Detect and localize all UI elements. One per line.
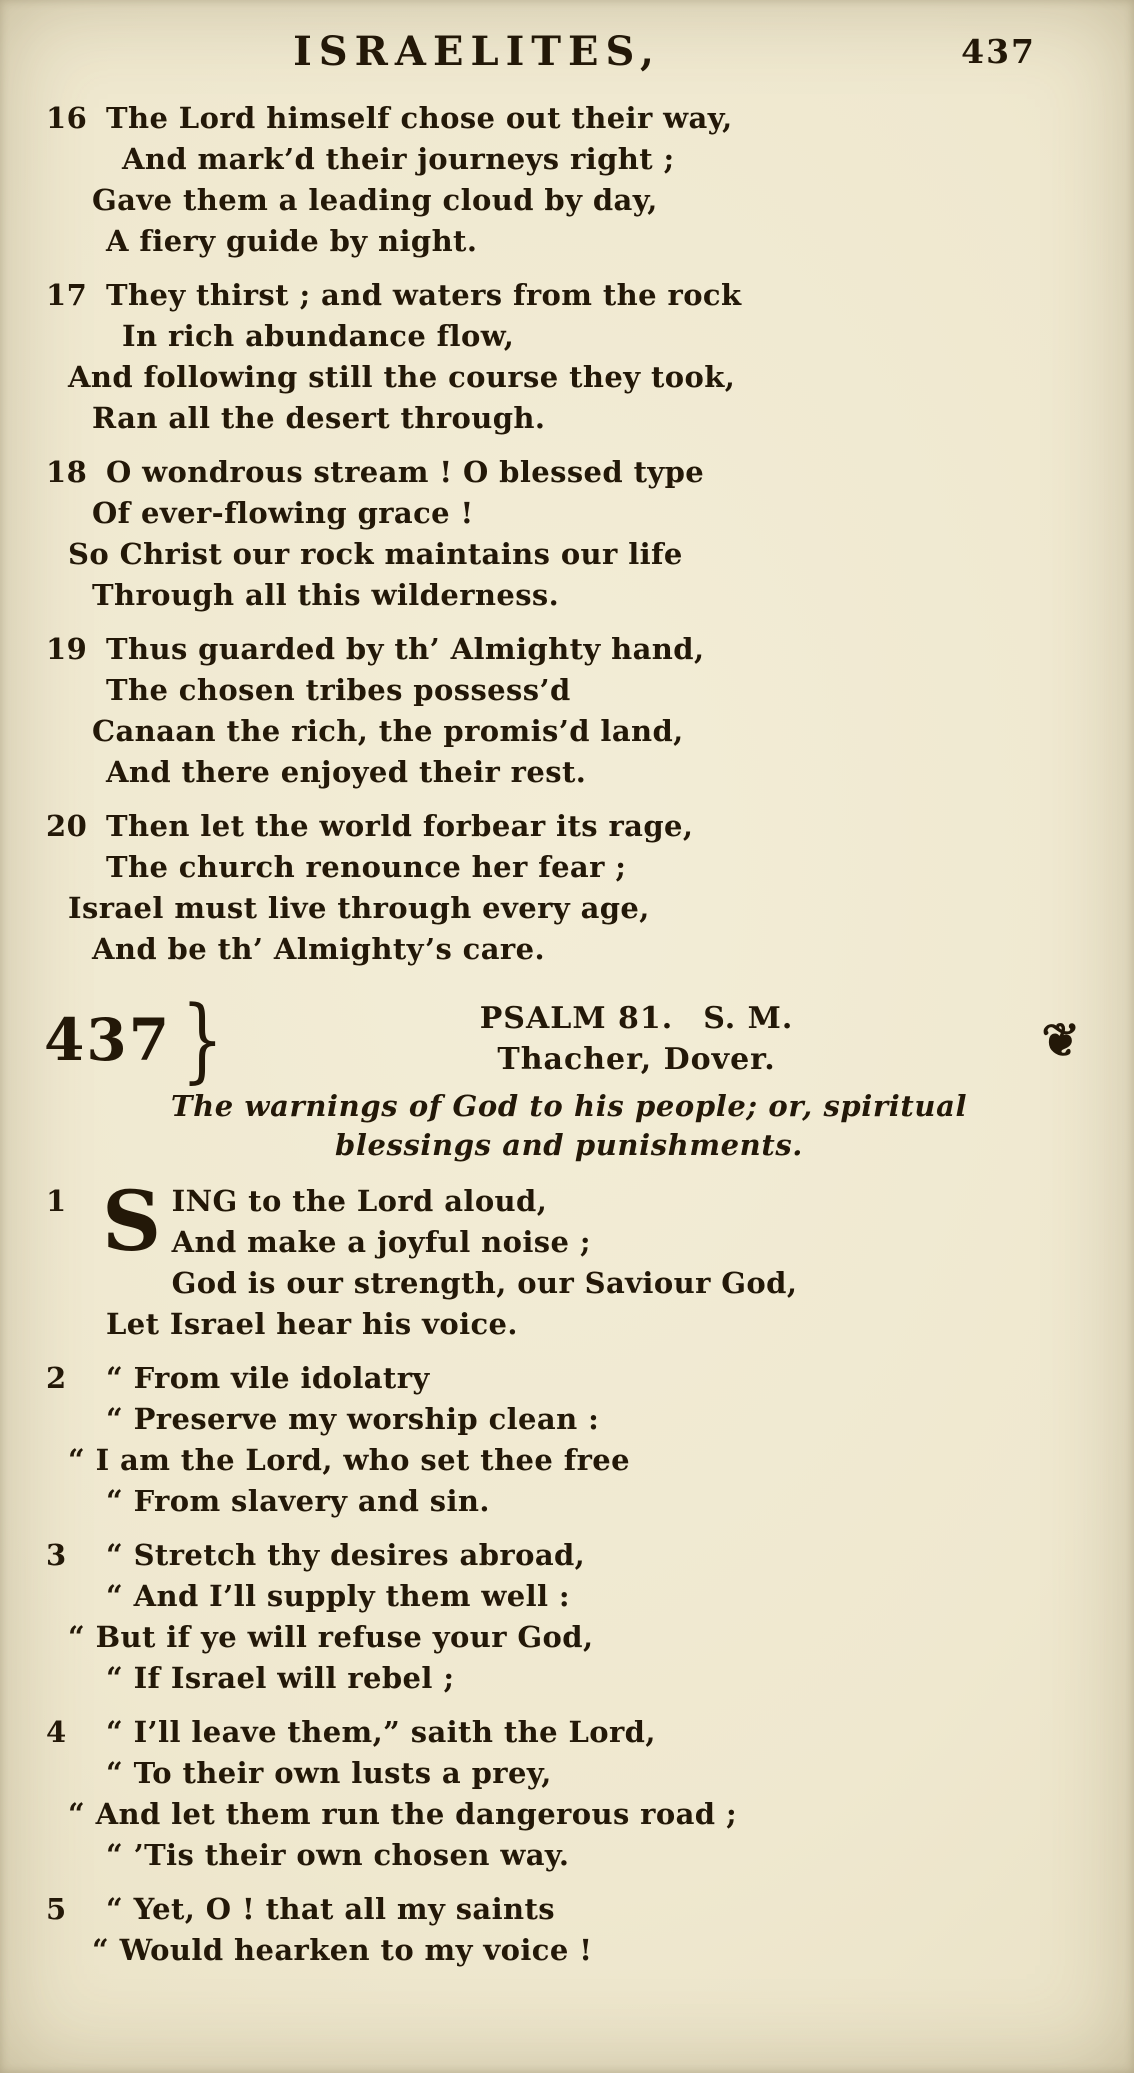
psalm-subtitle-line-1: The warnings of God to his people; or, spiritual — [170, 1089, 968, 1124]
verse — [44, 275, 1094, 439]
verse — [44, 1358, 1094, 1522]
verse-line: Gave them a leading cloud by day, — [92, 183, 658, 217]
psalm-title-row — [232, 1000, 1042, 1038]
verse-line: “ From vile idolatry — [106, 1361, 430, 1396]
verse-line: O wondrous stream ! O blessed type — [106, 455, 705, 489]
verse-line: “ Preserve my worship clean : — [106, 1402, 600, 1437]
verse-line: “ But if ye will refuse your God, — [68, 1620, 594, 1655]
verse-line: And make a joyful noise ; — [171, 1225, 591, 1260]
verse-line: And there enjoyed their rest. — [106, 755, 587, 789]
verse — [44, 1712, 1094, 1876]
floral-ornament-icon: ❦ — [1041, 1012, 1080, 1067]
verse-number: 17 — [46, 278, 88, 312]
verse-line: So Christ our rock maintains our life — [68, 537, 683, 571]
verse — [44, 1889, 1094, 1971]
tune-names: Thacher, Dover. — [497, 1042, 776, 1078]
verse-line: Then let the world forbear its rage, — [106, 809, 694, 843]
verse-line: “ ’Tis their own chosen way. — [106, 1838, 570, 1873]
verse-number: 5 — [46, 1892, 67, 1927]
psalm-title: PSALM 81. — [479, 1001, 674, 1037]
verse-line: The Lord himself chose out their way, — [106, 101, 733, 135]
verse-line: The church renounce her fear ; — [106, 850, 627, 884]
verse-line: “ Would hearken to my voice ! — [92, 1933, 593, 1968]
verse-line: Of ever-flowing grace ! — [92, 496, 474, 530]
verse-line: “ And I’ll supply them well : — [106, 1579, 571, 1614]
verse-line: “ I am the Lord, who set thee free — [68, 1443, 631, 1478]
verse-line: And mark’d their journeys right ; — [122, 142, 675, 176]
verse-number: 18 — [46, 455, 88, 489]
verse-line: And following still the course they took, — [68, 360, 736, 394]
verse — [44, 452, 1094, 616]
hymn-continuation-verses — [44, 98, 1094, 970]
verse-line: “ Stretch thy desires abroad, — [106, 1538, 586, 1573]
verse — [44, 806, 1094, 970]
verse-line: They thirst ; and waters from the rock — [106, 278, 742, 312]
verse-number: 19 — [46, 632, 88, 666]
verse-line: Through all this wilderness. — [92, 578, 560, 612]
verse-line: God is our strength, our Saviour God, — [171, 1266, 798, 1301]
verse-line: Israel must live through every age, — [68, 891, 650, 925]
verse-line: A fiery guide by night. — [106, 224, 478, 258]
brace-glyph: } — [181, 986, 224, 1093]
verse-number: 3 — [46, 1538, 67, 1573]
verse-line: Canaan the rich, the promis’d land, — [92, 714, 684, 748]
verse-number: 4 — [46, 1715, 67, 1750]
psalm-verses — [44, 1174, 1094, 1971]
verse-line: Let Israel hear his voice. — [106, 1307, 518, 1342]
verse-line: “ From slavery and sin. — [106, 1484, 490, 1519]
verse-line: In rich abundance flow, — [122, 319, 515, 353]
verse-line: The chosen tribes possess’d — [106, 673, 571, 707]
psalm-meter: S. M. — [703, 1001, 794, 1037]
verse-line: Thus guarded by th’ Almighty hand, — [106, 632, 705, 666]
psalm-subtitle-line-2: blessings and punishments. — [335, 1128, 803, 1163]
verse-number: 16 — [46, 101, 88, 135]
psalm-title-block — [232, 1000, 1042, 1079]
verse-line: “ If Israel will rebel ; — [106, 1661, 455, 1696]
page-number: 437 — [961, 32, 1036, 71]
verse-number: 1 — [46, 1184, 67, 1219]
verse-line: And be th’ Almighty’s care. — [92, 932, 545, 966]
verse — [44, 98, 1094, 262]
running-head — [44, 24, 1094, 90]
verse-number: 20 — [46, 809, 88, 843]
verse-line: “ And let them run the dangerous road ; — [68, 1797, 738, 1832]
verse — [44, 1174, 1094, 1345]
verse-line: “ I’ll leave them,” saith the Lord, — [106, 1715, 656, 1750]
psalm-number: 437 — [44, 1005, 172, 1074]
verse-line: Ran all the desert through. — [92, 401, 546, 435]
psalm-heading — [44, 986, 1094, 1093]
psalm-subtitle — [44, 1087, 1094, 1165]
drop-cap: S — [102, 1174, 162, 1271]
verse-number: 2 — [46, 1361, 67, 1396]
verse-line: “ Yet, O ! that all my saints — [106, 1892, 556, 1927]
verse — [44, 629, 1094, 793]
verse-line: “ To their own lusts a prey, — [106, 1756, 552, 1791]
running-title: ISRAELITES, — [293, 28, 661, 75]
verse-line: ING to the Lord aloud, — [171, 1184, 548, 1219]
verse — [44, 1535, 1094, 1699]
